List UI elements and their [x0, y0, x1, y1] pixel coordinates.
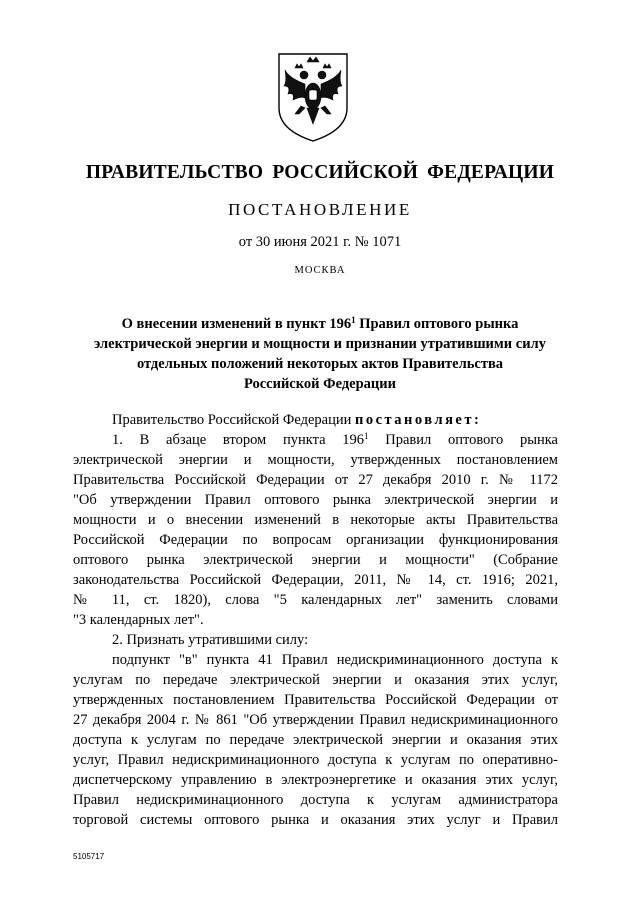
paragraph-line: "Об утверждении Правил оптового рынка электрической энергии и [73, 492, 558, 508]
paragraph-line: подпункт "в" пункта 41 Правил недискриминационного доступа к [112, 652, 558, 668]
date-number: от 30 июня 2021 г. № 1071 [238, 234, 402, 250]
document-barcode-number: 5105717 [73, 852, 105, 861]
government-name: ПРАВИТЕЛЬСТВО РОССИЙСКОЙ ФЕДЕРАЦИИ [85, 162, 555, 183]
paragraph-line: 27 декабря 2004 г. № 861 "Об утверждении Правил недискриминационного [73, 712, 558, 728]
paragraph-line: утвержденных постановлением Правительства Российской Федерации от [73, 692, 558, 708]
paragraph-line: Российской Федерации по вопросам организации функционирования [73, 532, 558, 548]
title-line: электрической энергии и мощности и признании утратившими силу [94, 336, 546, 352]
preamble: Правительство Российской Федерации постановляет: [112, 412, 482, 428]
paragraph-line: "3 календарных лет". [73, 612, 204, 628]
paragraph-line: электрической энергии и мощности, утвержденных постановлением [73, 452, 558, 468]
paragraph-line: оптового рынка электрической энергии и мощности" (Собрание [73, 552, 558, 568]
title-line: отдельных положений некоторых актов Правительства [136, 356, 504, 372]
paragraph-line: законодательства Российской Федерации, 2011, № 14, ст. 1916; 2021, [73, 572, 558, 588]
paragraph-line: мощности и о внесении изменений в некоторые акты Правительства [73, 512, 558, 528]
paragraph-line: услугам по передаче электрической энергии и оказания этих услуг, [73, 672, 558, 688]
coat-of-arms-icon [271, 48, 355, 144]
city: МОСКВА [294, 265, 346, 276]
paragraph-line: 1. В абзаце втором пункта $196^1$ Правил оптового рынка [112, 431, 558, 448]
paragraph-line: № 11, ст. 1820), слова "5 календарных лет" заменить словами [73, 592, 558, 608]
document-type: ПОСТАНОВЛЕНИЕ [228, 200, 412, 219]
title-line: Российской Федерации [243, 376, 396, 392]
paragraph-line: Правительства Российской Федерации от 27 декабря 2010 г. № 1172 [73, 472, 558, 488]
paragraph-line: доступа к услугам по передаче электрической энергии и оказания этих [73, 732, 558, 748]
paragraph-line: диспетчерскому управлению в электроэнергетике и оказания этих услуг, [73, 772, 558, 788]
paragraph-line: Правил недискриминационного доступа к услугам администратора [73, 792, 558, 808]
paragraph-line: торговой системы оптового рынка и оказания этих услуг и Правил [73, 812, 558, 828]
title-line: О внесении изменений в пункт $196^1$ Правил оптового рынка [121, 315, 519, 332]
paragraph-line: услуг, Правил недискриминационного доступа к услугам по оперативно- [73, 752, 558, 768]
paragraph-line: 2. Признать утратившими силу: [112, 632, 309, 648]
